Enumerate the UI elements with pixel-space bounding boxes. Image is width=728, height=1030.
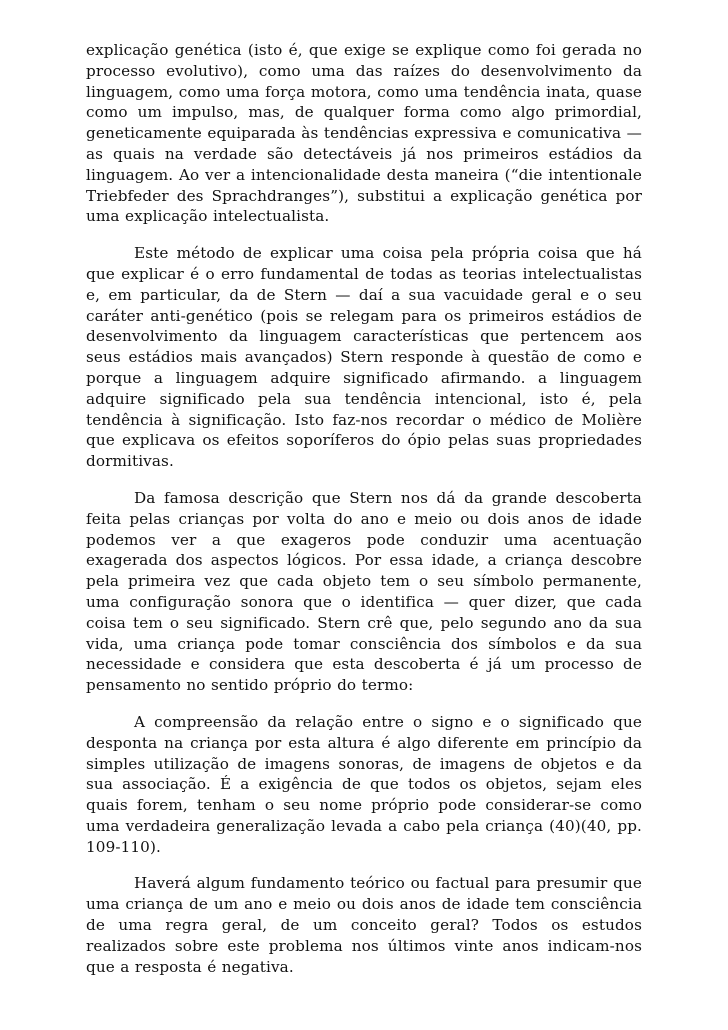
- paragraph-intellectualist-error: Este método de explicar uma coisa pela própria coisa que há que explicar é o erro fundamental de todas as teorias intelectualistas e, em particular, da de Stern — daí a sua vacuidade geral e o seu caráter anti-genético (pois se relegam para os primeiros estádios de desenvolvimento da linguagem características que pertencem aos seus estádios mais avançados) Stern responde à questão de como e porque a linguagem adquire significado afirmando. a linguagem adquire significado pela sua tendência intencional, isto é, pela tendência à significação. Isto faz-nos recordar o médico de Molière que explicava os efeitos soporíferos do ópio pelas suas propriedades dormitivas.: [86, 244, 642, 471]
- paragraph-stern-discovery: Da famosa descrição que Stern nos dá da grande descoberta feita pelas crianças por volta do ano e meio ou dois anos de idade podemos ver a que exageros pode conduzir uma acentuação exagerada dos aspectos lógicos. Por essa idade, a criança descobre pela primeira vez que cada objeto tem o seu símbolo permanente, uma configuração sonora que o identifica — quer dizer, que cada coisa tem o seu significado. Stern crê que, pelo segundo ano da sua vida, uma criança pode tomar consciência dos símbolos e da sua necessidade e considera que esta descoberta é já um processo de pensamento no sentido próprio do termo:: [86, 488, 642, 695]
- paragraph-sign-meaning-quote: A compreensão da relação entre o signo e o significado que desponta na criança por esta altura é algo diferente em princípio da simples utilização de imagens sonoras, de imagens de objetos e da sua associação. É a exigência de que todos os objetos, sejam eles quais forem, tenham o seu nome próprio pode considerar-se como uma verdadeira generalização levada a cabo pela criança (40)(40, pp. 109-110).: [86, 712, 642, 856]
- paragraph-genetic-explanation: explicação genética (isto é, que exige se explique como foi gerada no processo evolutivo), como uma das raízes do desenvolvimento da linguagem, como uma força motora, como uma tendência inata, quase como um impulso, mas, de qualquer forma como algo primordial, geneticamente equiparada às tendências expressiva e comunicativa — as quais na verdade são detectáveis já nos primeiros estádios da linguagem. Ao ver a intencionalidade desta maneira (“die intentionale Triebfeder des Sprachdranges”), substitui a explicação genética por uma explicação intelectualista.: [86, 41, 642, 226]
- document-page: [86, 40, 642, 993]
- paragraph-general-rule-question: Haverá algum fundamento teórico ou factual para presumir que uma criança de um ano e meio ou dois anos de idade tem consciência de uma regra geral, de um conceito geral? Todos os estudos realizados sobre este problema nos últimos vinte anos indicam-nos que a resposta é negativa.: [86, 874, 642, 976]
